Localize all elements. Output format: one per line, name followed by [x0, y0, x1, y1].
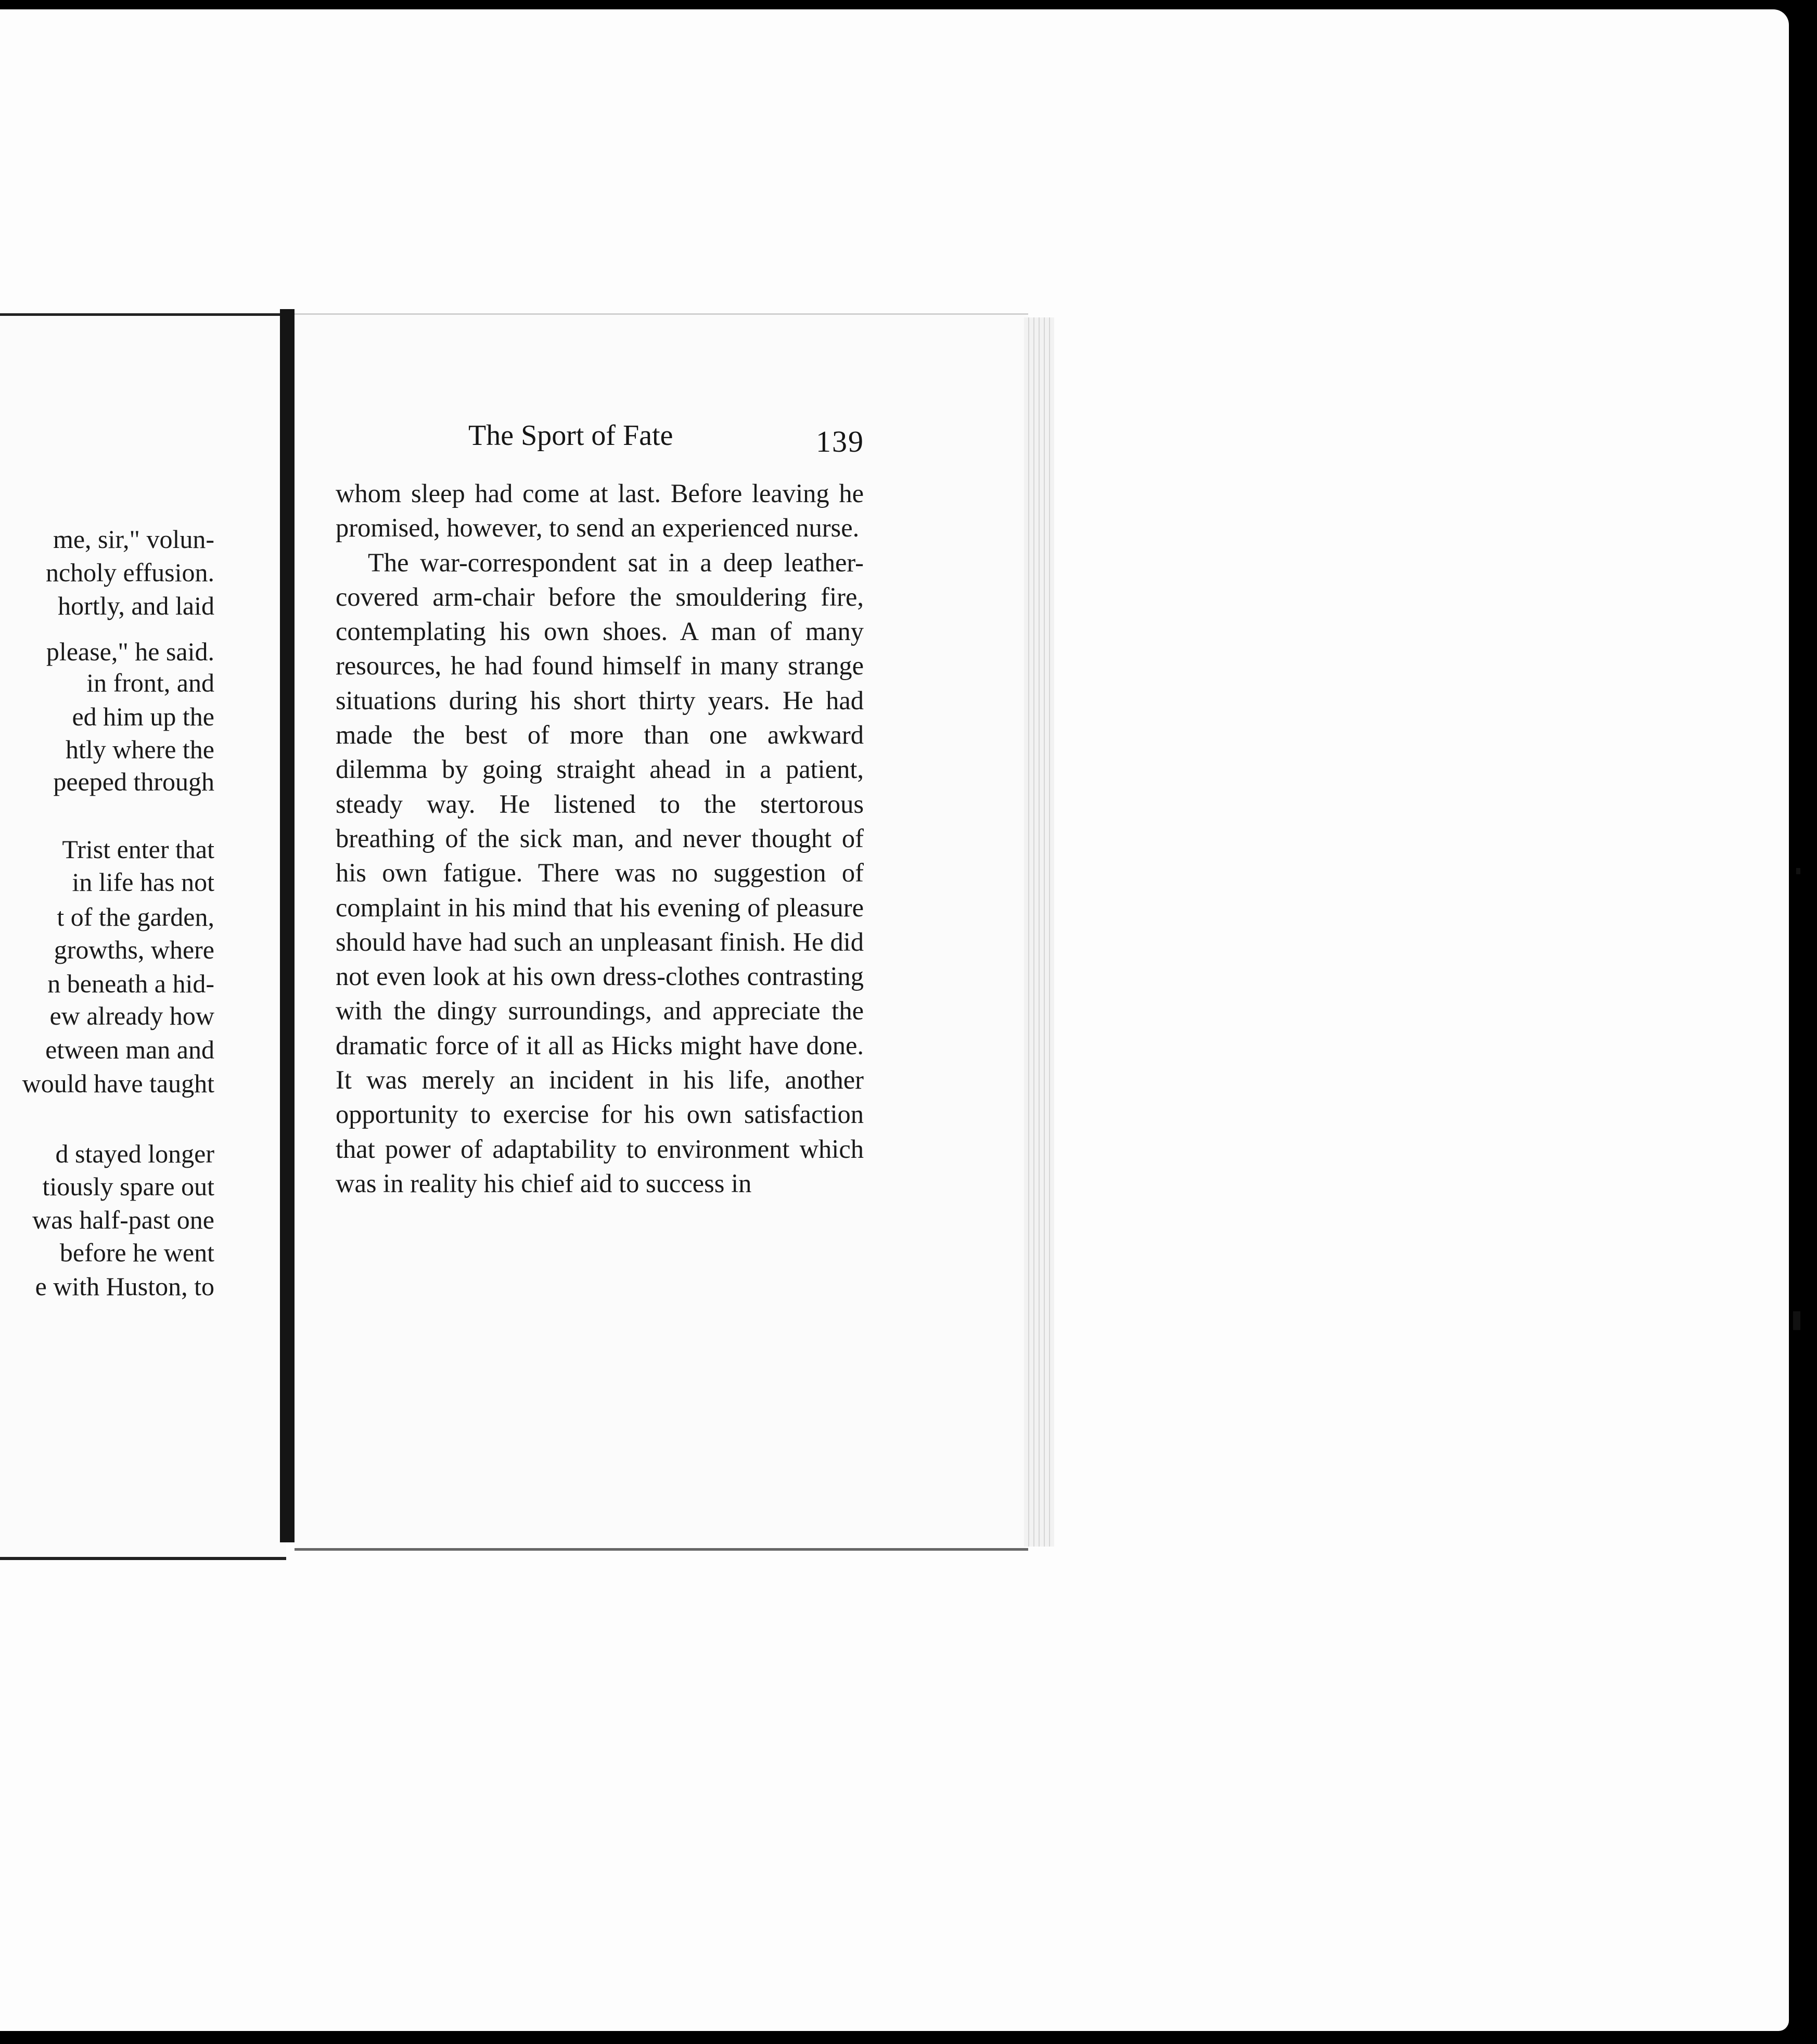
- left-page-line: ed him up the: [72, 702, 214, 731]
- left-page-line: in front, and: [86, 668, 214, 697]
- right-page-body: [336, 476, 864, 1200]
- paragraph: The war-correspondent sat in a deep leather-covered arm-chair before the smouldering fire, contemplating his own shoes. A man of many resources, he had found himself in many strange situations during his short thirty years. He had made the best of more than one awkward dilemma by going straight ahead in a patient, steady way. He listened to the stertorous breathing of the sick man, and never thought of his own fatigue. There was no suggestion of complaint in his mind that his evening of pleasure should have had such an unpleasant finish. He did not even look at his own dress-clothes contrasting with the dingy surroundings, and appreciate the dramatic force of it all as Hicks might have done. It was merely an incident in his life, another opportunity to exercise for his own satisfaction that power of adaptability to environment which was in reality his chief aid to success in: [336, 547, 864, 1198]
- left-page: [0, 313, 286, 1560]
- left-page-line: ew already how: [49, 1001, 214, 1030]
- left-page-line: etween man and: [45, 1035, 214, 1064]
- left-page-line: growths, where: [54, 935, 214, 964]
- left-page-line: hortly, and laid: [58, 591, 214, 620]
- page-number: 139: [816, 425, 864, 458]
- left-page-line: me, sir," volun-: [53, 525, 214, 554]
- left-page-line: t of the garden,: [57, 902, 214, 931]
- left-page-line: d stayed longer: [55, 1139, 214, 1168]
- scan-speck: [1793, 1311, 1800, 1330]
- left-page-line: ncholy effusion.: [45, 558, 214, 587]
- left-page-line: please," he said.: [46, 637, 214, 666]
- left-page-line: htly where the: [65, 735, 214, 764]
- left-page-line: n beneath a hid-: [47, 969, 214, 998]
- page-edges: [1024, 317, 1054, 1547]
- left-page-line: would have taught: [22, 1069, 214, 1098]
- scan-speck: [1796, 868, 1800, 874]
- running-head: The Sport of Fate: [468, 419, 673, 452]
- scanner-edge: [1789, 0, 1817, 2044]
- book-spine: [280, 309, 295, 1542]
- left-page-line: was half-past one: [32, 1205, 214, 1234]
- left-page-line: in life has not: [72, 867, 214, 897]
- left-page-line: peeped through: [53, 767, 214, 796]
- left-page-line: Trist enter that: [62, 835, 214, 864]
- left-page-line: before he went: [59, 1238, 214, 1267]
- left-page-line: tiously spare out: [42, 1172, 214, 1201]
- paragraph: whom sleep had come at last. Before leaving he promised, however, to send an experienced nurse.: [336, 479, 864, 543]
- left-page-line: e with Huston, to: [35, 1272, 214, 1301]
